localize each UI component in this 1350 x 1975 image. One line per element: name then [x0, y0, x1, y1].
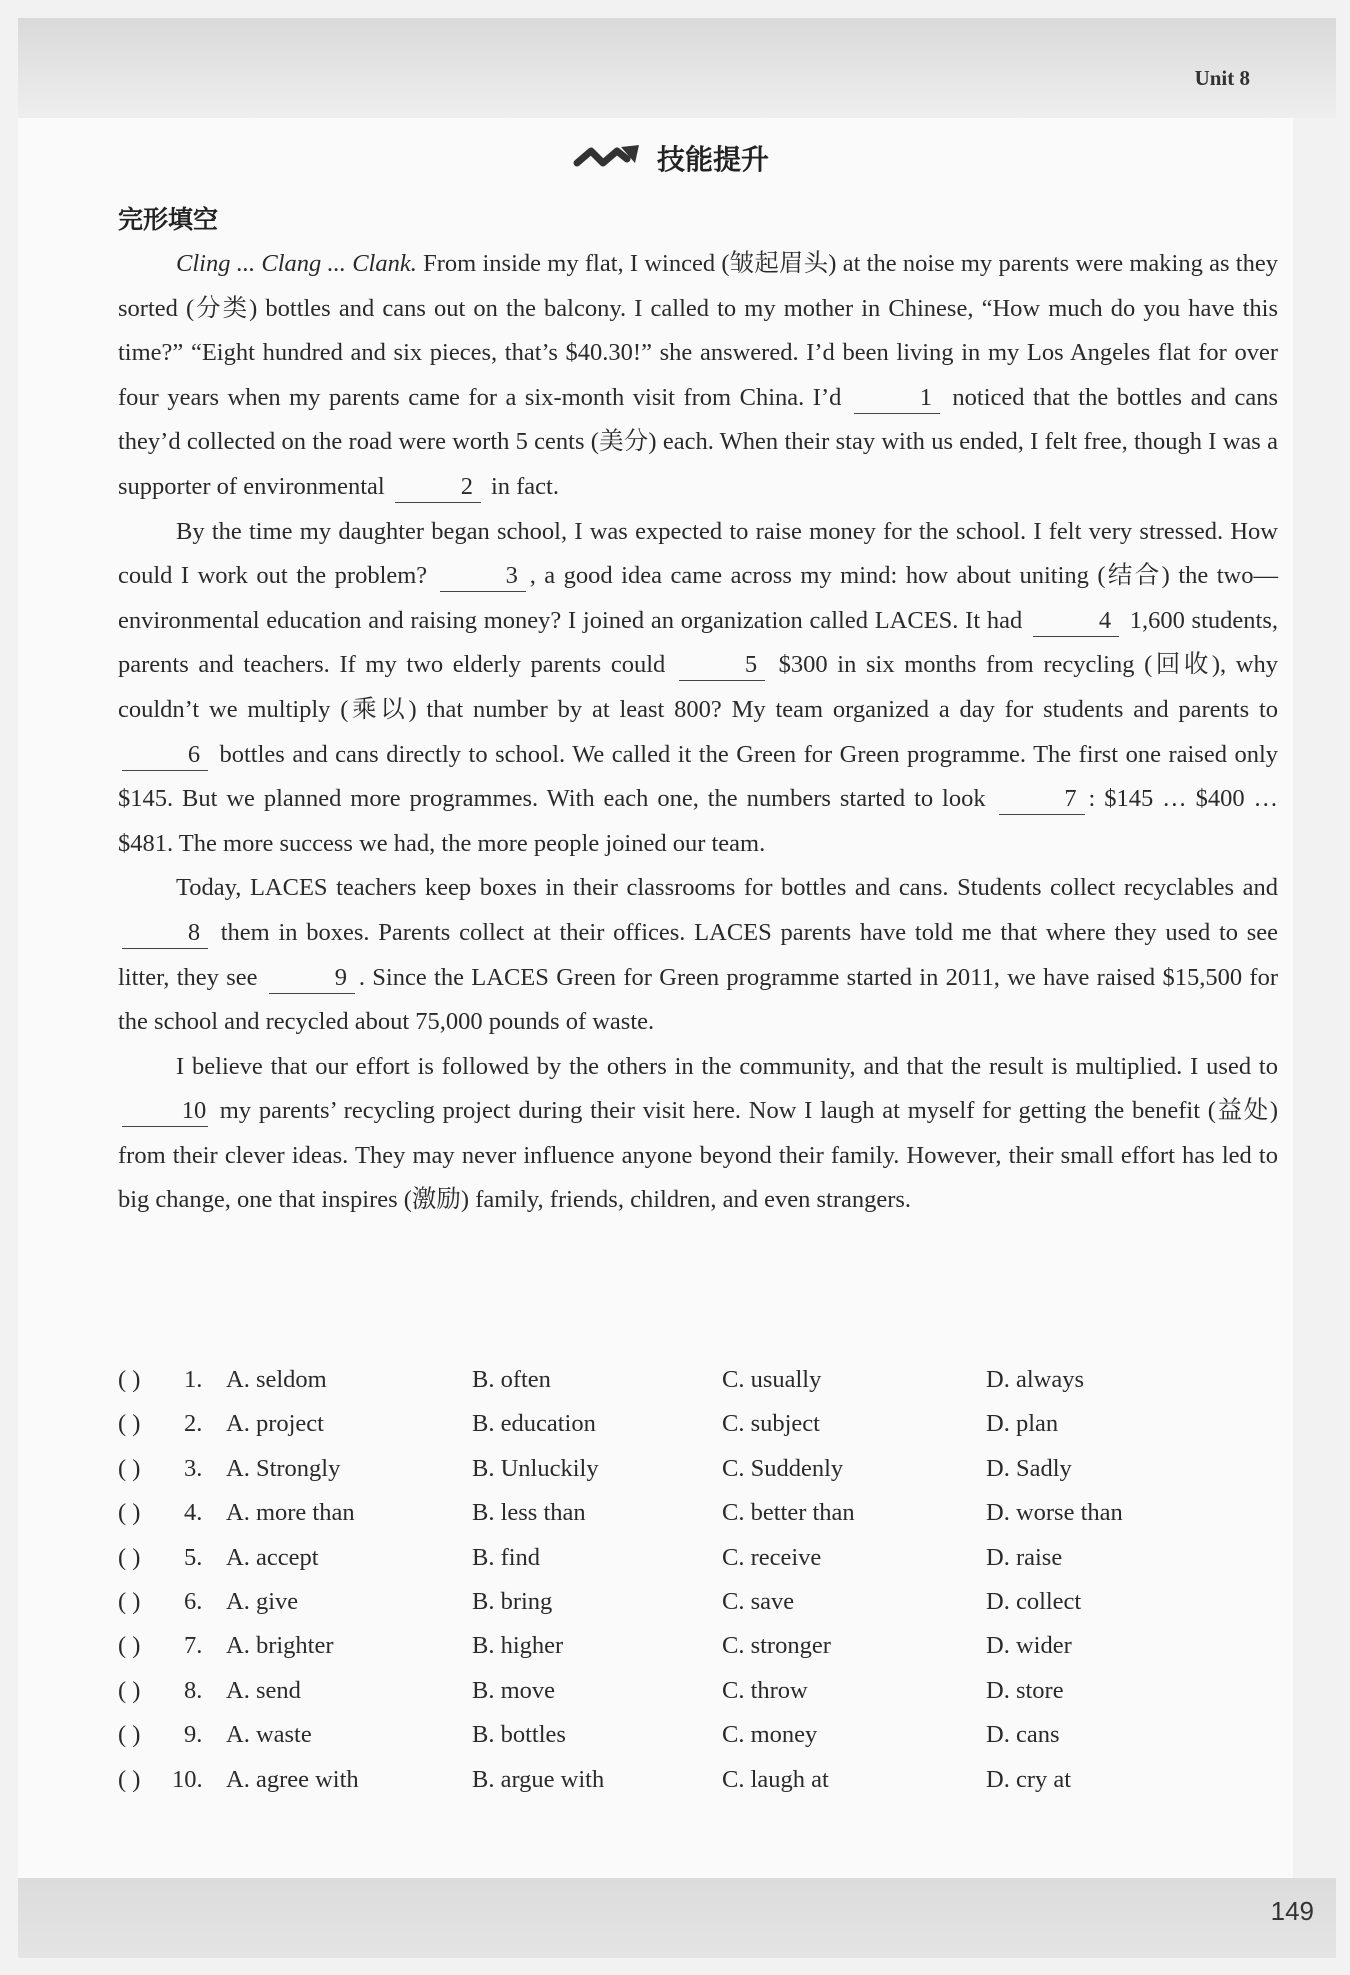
option-b[interactable]: B. move — [472, 1676, 556, 1704]
option-b[interactable]: B. find — [472, 1543, 541, 1571]
question-number: 9. — [184, 1721, 203, 1749]
p3-text-1: Today, LACES teachers keep boxes in their classrooms for bottles and cans. Students collect recyclables and — [176, 874, 1278, 902]
option-a[interactable]: A. Strongly — [226, 1454, 341, 1482]
answer-box[interactable]: ( ) — [118, 1543, 141, 1571]
blank-6[interactable]: 6 — [122, 740, 208, 771]
option-d[interactable]: D. cry at — [986, 1765, 1072, 1793]
option-c[interactable]: C. usually — [722, 1366, 822, 1393]
p2-text-3: 1,600 students, parents and teachers. If my two elderly parents could — [118, 606, 1278, 679]
blank-4[interactable]: 4 — [1033, 606, 1119, 637]
option-a[interactable]: A. accept — [226, 1543, 319, 1571]
option-c[interactable]: C. laugh at — [722, 1765, 829, 1793]
answer-box[interactable]: ( ) — [118, 1632, 141, 1660]
page-number: 149 — [1270, 1896, 1314, 1926]
option-b[interactable]: B. often — [472, 1366, 551, 1393]
cloze-passage — [118, 242, 1278, 1223]
answer-box[interactable]: ( ) — [118, 1410, 141, 1438]
paragraph-2 — [118, 510, 1278, 867]
option-d[interactable]: D. cans — [986, 1721, 1060, 1749]
option-b[interactable]: B. argue with — [472, 1765, 605, 1793]
blank-7[interactable]: 7 — [999, 784, 1085, 815]
question-row — [118, 1721, 1278, 1765]
question-number: 2. — [184, 1410, 203, 1438]
answer-box[interactable]: ( ) — [118, 1366, 141, 1393]
option-d[interactable]: D. wider — [986, 1632, 1072, 1660]
question-number: 7. — [184, 1632, 203, 1660]
option-c[interactable]: C. save — [722, 1587, 795, 1615]
option-b[interactable]: B. less than — [472, 1499, 586, 1527]
blank-2[interactable]: 2 — [395, 472, 481, 503]
option-a[interactable]: A. project — [226, 1410, 324, 1438]
option-a[interactable]: A. give — [226, 1587, 299, 1615]
option-a[interactable]: A. more than — [226, 1499, 355, 1527]
blank-8[interactable]: 8 — [122, 918, 208, 949]
option-c[interactable]: C. Suddenly — [722, 1454, 844, 1482]
blank-3[interactable]: 3 — [440, 561, 526, 592]
page-footer-band — [18, 1878, 1336, 1958]
option-c[interactable]: C. money — [722, 1721, 818, 1749]
option-b[interactable]: B. Unluckily — [472, 1454, 599, 1482]
option-d[interactable]: D. raise — [986, 1543, 1063, 1571]
question-number: 8. — [184, 1676, 203, 1704]
trend-arrow-icon — [573, 141, 643, 175]
question-number: 5. — [184, 1543, 203, 1571]
question-row — [118, 1499, 1278, 1543]
section-title-text: 技能提升 — [657, 143, 770, 176]
option-c[interactable]: C. stronger — [722, 1632, 831, 1660]
question-row — [118, 1455, 1278, 1499]
p2-text-2: , a good idea came across my mind: how about uniting (结合) the two—environmental education and raising money? I joined an organization called LACES. It had — [118, 562, 1278, 634]
option-b[interactable]: B. bring — [472, 1587, 553, 1615]
option-c[interactable]: C. receive — [722, 1543, 822, 1571]
question-row — [118, 1766, 1278, 1810]
option-d[interactable]: D. always — [986, 1366, 1084, 1393]
opening-sound: Cling ... Clang ... Clank. — [176, 250, 417, 277]
option-a[interactable]: A. send — [226, 1676, 301, 1704]
answer-box[interactable]: ( ) — [118, 1765, 141, 1793]
answer-box[interactable]: ( ) — [118, 1499, 141, 1527]
page-content — [18, 118, 1293, 1878]
question-row — [118, 1677, 1278, 1721]
answer-box[interactable]: ( ) — [118, 1721, 141, 1749]
option-d[interactable]: D. plan — [986, 1410, 1059, 1438]
blank-10[interactable]: 10 — [122, 1096, 208, 1127]
option-d[interactable]: D. worse than — [986, 1499, 1123, 1527]
blank-5[interactable]: 5 — [679, 650, 765, 681]
question-number: 4. — [184, 1499, 203, 1527]
p2-text-6: : $145 … $400 … $481. The more success we had, the more people joined our team. — [118, 785, 1278, 857]
answer-box[interactable]: ( ) — [118, 1587, 141, 1615]
question-list — [118, 1366, 1278, 1810]
answer-box[interactable]: ( ) — [118, 1676, 141, 1704]
question-row — [118, 1366, 1278, 1410]
option-a[interactable]: A. waste — [226, 1721, 312, 1749]
paragraph-4 — [118, 1045, 1278, 1223]
blank-1[interactable]: 1 — [854, 383, 940, 414]
option-b[interactable]: B. higher — [472, 1632, 564, 1660]
answer-box[interactable]: ( ) — [118, 1454, 141, 1482]
question-number: 10. — [172, 1765, 203, 1793]
paragraph-3 — [118, 866, 1278, 1044]
p2-text-1: By the time my daughter began school, I was expected to raise money for the school. I felt very stressed. How could I work out the problem? — [118, 517, 1278, 590]
option-c[interactable]: C. subject — [722, 1410, 820, 1438]
p3-text-3: . Since the LACES Green for Green programme started in 2011, we have raised $15,500 for the school and recycled about 75,000 pounds of waste. — [118, 963, 1278, 1036]
option-d[interactable]: D. Sadly — [986, 1454, 1072, 1482]
option-a[interactable]: A. agree with — [226, 1765, 359, 1793]
question-number: 1. — [184, 1366, 203, 1393]
unit-label: Unit 8 — [1194, 66, 1250, 90]
option-b[interactable]: B. bottles — [472, 1721, 566, 1749]
page-header-band — [18, 18, 1336, 118]
p2-text-4: $300 in six months from recycling (回收), why couldn’t we multiply (乘以) that number by at least 800? My team organized a day for students and parents to — [118, 651, 1278, 723]
option-d[interactable]: D. store — [986, 1676, 1064, 1704]
blank-9[interactable]: 9 — [269, 963, 355, 994]
exercise-title: 完形填空 — [118, 205, 219, 234]
p1-text-3: in fact. — [490, 472, 559, 500]
section-title — [573, 138, 769, 178]
option-b[interactable]: B. education — [472, 1410, 596, 1438]
option-c[interactable]: C. better than — [722, 1499, 855, 1527]
p3-text-2: them in boxes. Parents collect at their offices. LACES parents have told me that where they used to see litter, they see — [118, 918, 1279, 991]
p4-text-2: my parents’ recycling project during their visit here. Now I laugh at myself for getting the benefit (益处) from their clever ideas. They may never influence anyone beyond their family. However, their small effort has led to big change, one that inspires (激励) family, friends, children, and even strangers. — [118, 1097, 1278, 1214]
question-number: 6. — [184, 1587, 203, 1615]
p2-text-5: bottles and cans directly to school. We called it the Green for Green programme. The first one raised only $145. But we planned more programmes. With each one, the numbers started to look — [118, 740, 1279, 813]
question-row — [118, 1632, 1278, 1676]
option-a[interactable]: A. brighter — [226, 1632, 334, 1660]
question-row — [118, 1588, 1278, 1632]
option-c[interactable]: C. throw — [722, 1676, 808, 1704]
p4-text-1: I believe that our effort is followed by the others in the community, and that the result is multiplied. I used to — [176, 1052, 1278, 1080]
p1-text-2: noticed that the bottles and cans they’d collected on the road were worth 5 cents (美分) each. When their stay with us ended, I felt free, though I was a supporter of environmental — [118, 383, 1278, 500]
question-row — [118, 1410, 1278, 1454]
paragraph-1 — [118, 242, 1278, 510]
option-d[interactable]: D. collect — [986, 1587, 1082, 1615]
option-a[interactable]: A. seldom — [226, 1366, 327, 1393]
question-row — [118, 1544, 1278, 1588]
question-number: 3. — [184, 1454, 203, 1482]
p1-text-1: From inside my flat, I winced (皱起眉头) at the noise my parents were making as they sorted (分类) bottles and cans out on the balcony. I called to my mother in Chinese, “How much do you have this time?” “Eight hundred and six pieces, that’s $40.30!” she answered. I’d been living in my Los Angeles flat for over four years when my parents came for a six-month visit from China. I’d — [118, 250, 1278, 411]
